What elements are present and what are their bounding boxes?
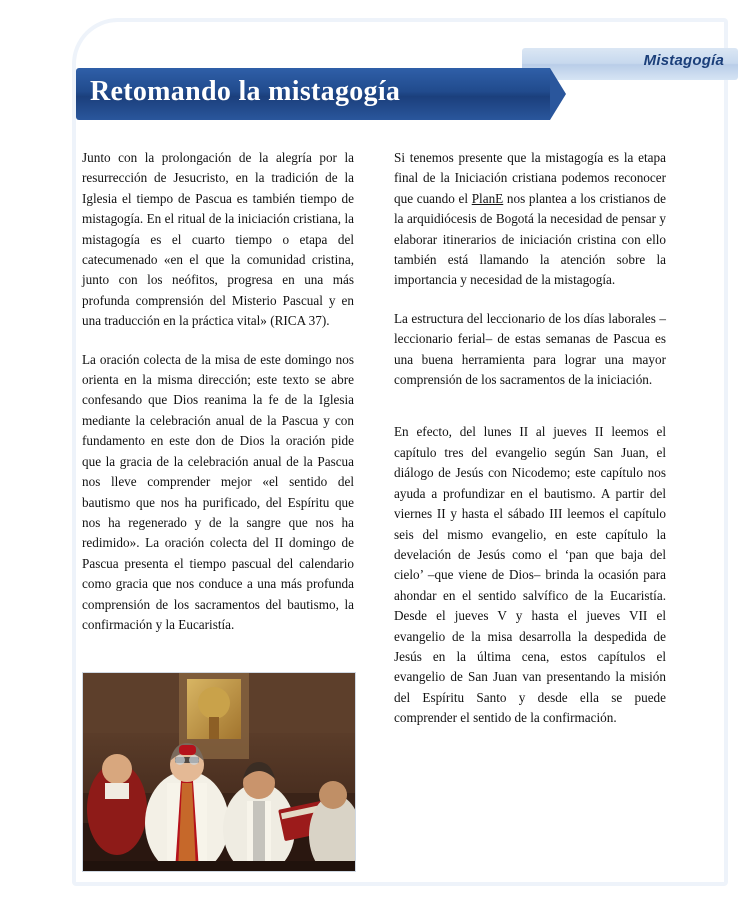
paragraph: En efecto, del lunes II al jueves II leemos el capítulo tres del evangelio según San Juan, el diálogo de Jesús con Nicodemo; este capítulo nos ayuda a profundizar en el bautismo. A partir del viernes II y hasta el sábado III leemos el capítulo seis del mismo evangelio, en este capítulo la develación de Jesús como el ‘pan que baja del cielo’ –que viene de Dios– brinda la ocasión para ahondar en el sentido salvífico de la Eucaristía. Desde el jueves V y hasta el jueves VII el evangelio de la misa desarrolla la despedida de Jesús en la última cena, estos capítulos el evangelio de San Juan van presentando la misión del Espíritu Santo y desde ella se puede comprender el sentido de la confirmación. — [394, 424, 666, 726]
left-column — [82, 148, 354, 653]
paragraph: La oración colecta de la misa de este domingo nos orienta en la misma dirección; este texto se abre confesando que Dios reanima la fe de la Iglesia mediante la celebración anual de la Pascua y con fundamento en este don de Dios la oración pide que la gracia de la celebración anual de la Pascua nos lleve comprender mejor «el sentido del bautismo que nos ha purificado, del Espíritu que nos ha regenerado y de la sangre que nos ha redimido». La oración colecta del II domingo de Pascua presenta el tiempo pascual del calendario como gracia que nos conduce a una más profunda comprensión de los sacramentos del bautismo, la confirmación y la Eucaristía. — [82, 351, 354, 632]
section-tag-label: Mistagogía — [643, 52, 724, 69]
column-spacer — [394, 408, 666, 422]
right-column — [394, 148, 666, 747]
article-columns — [82, 148, 666, 848]
paragraph: Junto con la prolongación de la alegría por la resurrección de Jesucristo, en la tradición de la Iglesia el tiempo de Pascua es también tiempo de mistagogía. En el ritual de la iniciación cristiana, la mistagogía es el cuarto tiempo o etapa del catecumenado «en el que la comunidad cristina, junto con los neófitos, progresa en una más profunda comprensión del Misterio Pascual y en una traducción en la práctica vital» (RICA 37). — [82, 150, 354, 329]
paragraph: La estructura del leccionario de los días laborales –leccionario ferial– de estas semanas de Pascua es una buena herramienta para lograr una mayor comprensión de los sacramentos de la iniciación. — [394, 310, 666, 388]
paragraph-text-before-link: Si tenemos presente que la mistagogía es la etapa final de la Iniciación cristiana podemos reconocer que cuando el — [394, 150, 666, 206]
paragraph-text-after-link: nos plantea a los cristianos de la arquidiócesis de Bogotá la necesidad de pensar y elaborar itinerarios de iniciación cristina con ello también está llamando la atención sobre la importancia y necesidad de la mistagogía. — [394, 190, 666, 288]
page-title: Retomando la mistagogía — [90, 76, 401, 107]
bishop-celebrating-mass-photo — [82, 672, 356, 872]
plane-link[interactable]: PlanE — [471, 190, 504, 206]
paragraph — [394, 148, 666, 291]
